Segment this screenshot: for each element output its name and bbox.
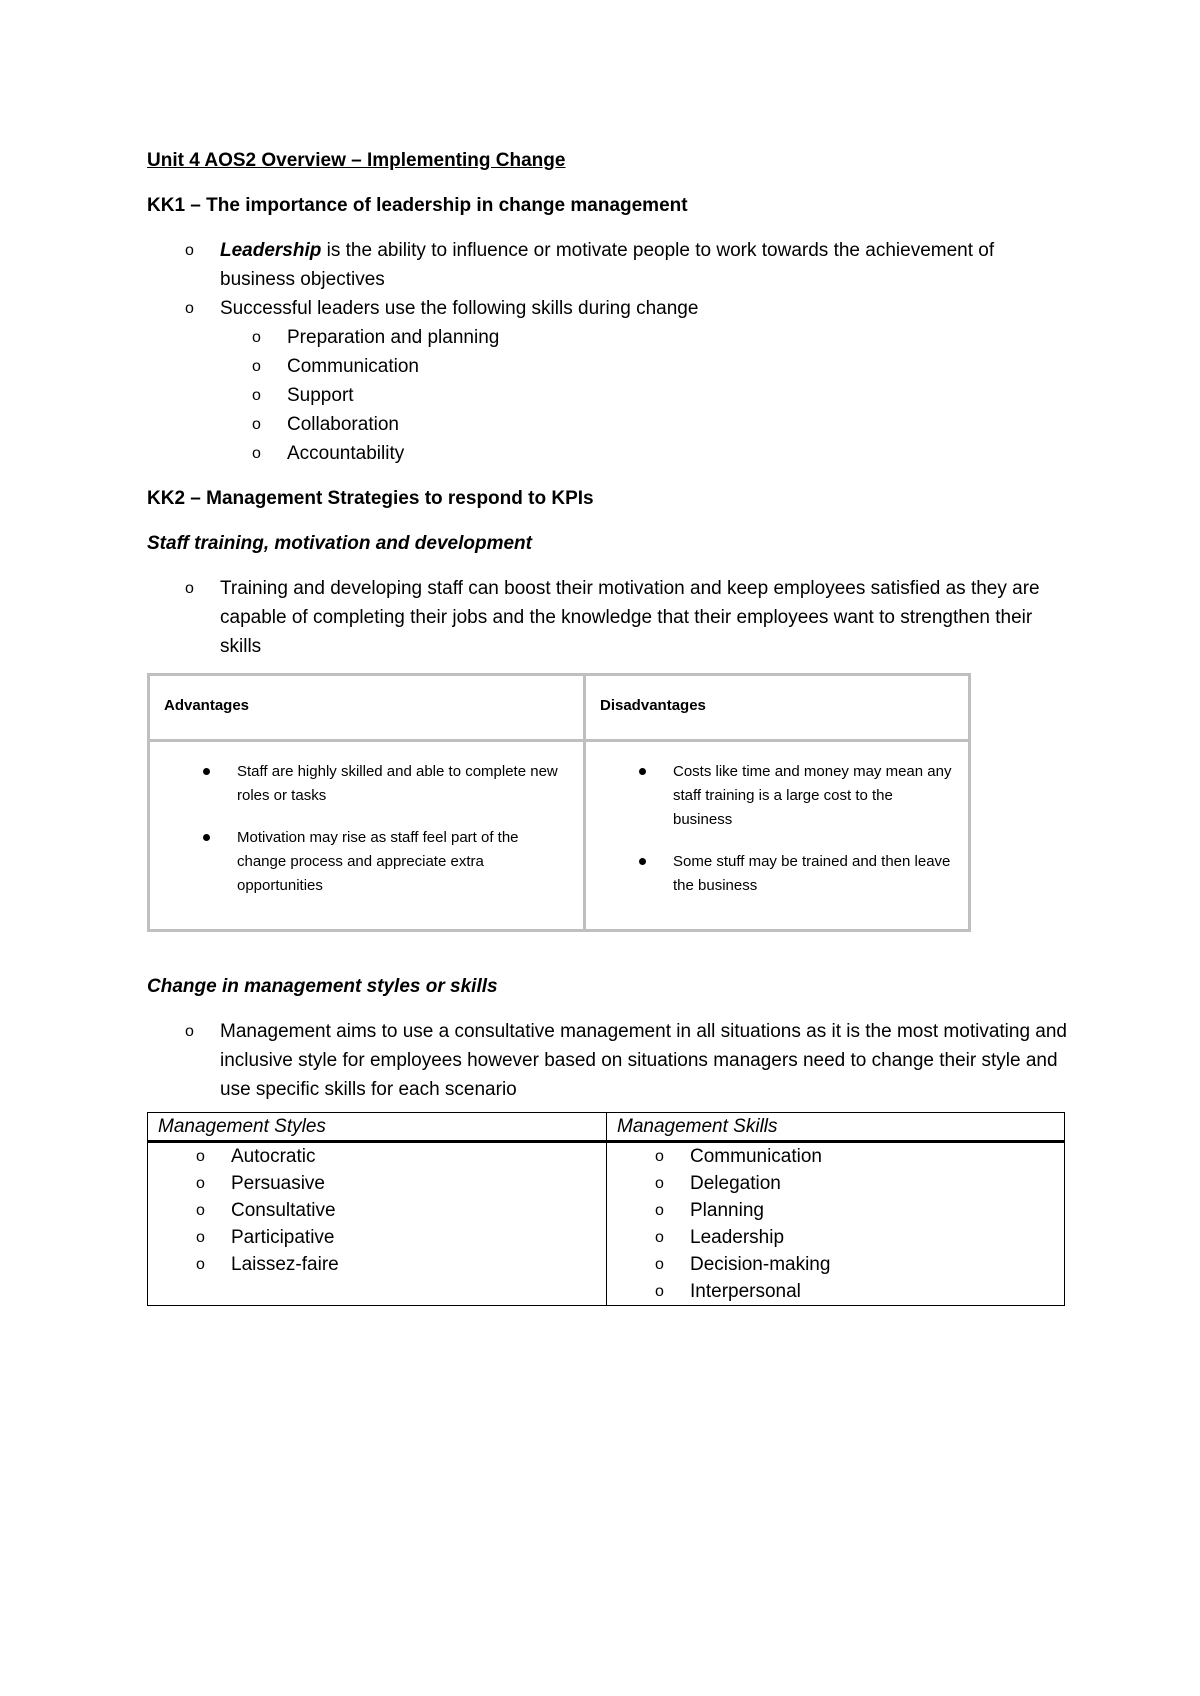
- staff-training-list: [147, 574, 1067, 661]
- list-item: o Support: [214, 381, 1067, 410]
- document-title: Unit 4 AOS2 Overview – Implementing Change: [147, 150, 566, 171]
- list-item: o Accountability: [214, 439, 1067, 468]
- table-row: [148, 1142, 1065, 1306]
- list-item: o Management aims to use a consultative management in all situations as it is the most motivating and inclusive style for employees however based on situations managers need to change their style and use specific skills for each scenario: [147, 1017, 1067, 1104]
- kk2-heading: KK2 – Management Strategies to respond to KPIs: [147, 488, 594, 509]
- list-item: o Interpersonal: [617, 1278, 1054, 1305]
- table-header-row: [149, 675, 970, 741]
- list-item: o Communication: [214, 352, 1067, 381]
- leadership-definition: is the ability to influence or motivate people to work towards the achievement of business objectives: [220, 240, 995, 290]
- skills-intro: Successful leaders use the following skills during change: [220, 298, 699, 319]
- styles-header: Management Styles: [148, 1113, 607, 1142]
- table-header-row: [148, 1113, 1065, 1142]
- advantages-cell: [149, 741, 585, 931]
- leadership-skills-list: [214, 323, 1067, 468]
- list-item: o Decision-making: [617, 1251, 1054, 1278]
- kk1-list: [147, 236, 1067, 323]
- leadership-term: Leadership: [220, 240, 322, 261]
- table-row: [149, 741, 970, 931]
- list-item: o Leadership: [617, 1224, 1054, 1251]
- list-item: o Delegation: [617, 1170, 1054, 1197]
- skills-list: [617, 1143, 1054, 1305]
- list-item: [147, 294, 1067, 323]
- list-item: Costs like time and money may mean any staff training is a large cost to the business: [600, 760, 954, 832]
- list-item: o Training and developing staff can boost their motivation and keep employees satisfied as they are capable of completing their jobs and the knowledge that their employees want to strengthen their skills: [147, 574, 1067, 661]
- list-item: o Autocratic: [158, 1143, 596, 1170]
- management-change-list: [147, 1017, 1067, 1104]
- staff-training-heading: Staff training, motivation and development: [147, 533, 532, 554]
- spacer: [147, 932, 1067, 972]
- management-change-heading: Change in management styles or skills: [147, 976, 498, 997]
- management-table: [147, 1112, 1065, 1306]
- styles-cell: [148, 1142, 607, 1306]
- skills-header: Management Skills: [607, 1113, 1065, 1142]
- disadvantages-cell: [585, 741, 970, 931]
- skills-cell: [607, 1142, 1065, 1306]
- list-item: o Communication: [617, 1143, 1054, 1170]
- list-item: o Laissez-faire: [158, 1251, 596, 1278]
- list-item: Motivation may rise as staff feel part of the change process and appreciate extra opportunities: [164, 826, 569, 898]
- advantages-table: [147, 673, 971, 932]
- document-page: [147, 146, 1067, 1306]
- disadvantages-header: Disadvantages: [585, 675, 970, 741]
- list-item: o Participative: [158, 1224, 596, 1251]
- list-item: o Collaboration: [214, 410, 1067, 439]
- list-item: [147, 236, 1067, 294]
- advantages-list: [164, 760, 569, 898]
- list-item: Some stuff may be trained and then leave the business: [600, 850, 954, 898]
- list-item: o Consultative: [158, 1197, 596, 1224]
- list-item: o Planning: [617, 1197, 1054, 1224]
- list-item: Staff are highly skilled and able to complete new roles or tasks: [164, 760, 569, 808]
- list-item: o Preparation and planning: [214, 323, 1067, 352]
- list-item: o Persuasive: [158, 1170, 596, 1197]
- styles-list: [158, 1143, 596, 1278]
- advantages-header: Advantages: [149, 675, 585, 741]
- disadvantages-list: [600, 760, 954, 898]
- kk1-heading: KK1 – The importance of leadership in change management: [147, 195, 688, 216]
